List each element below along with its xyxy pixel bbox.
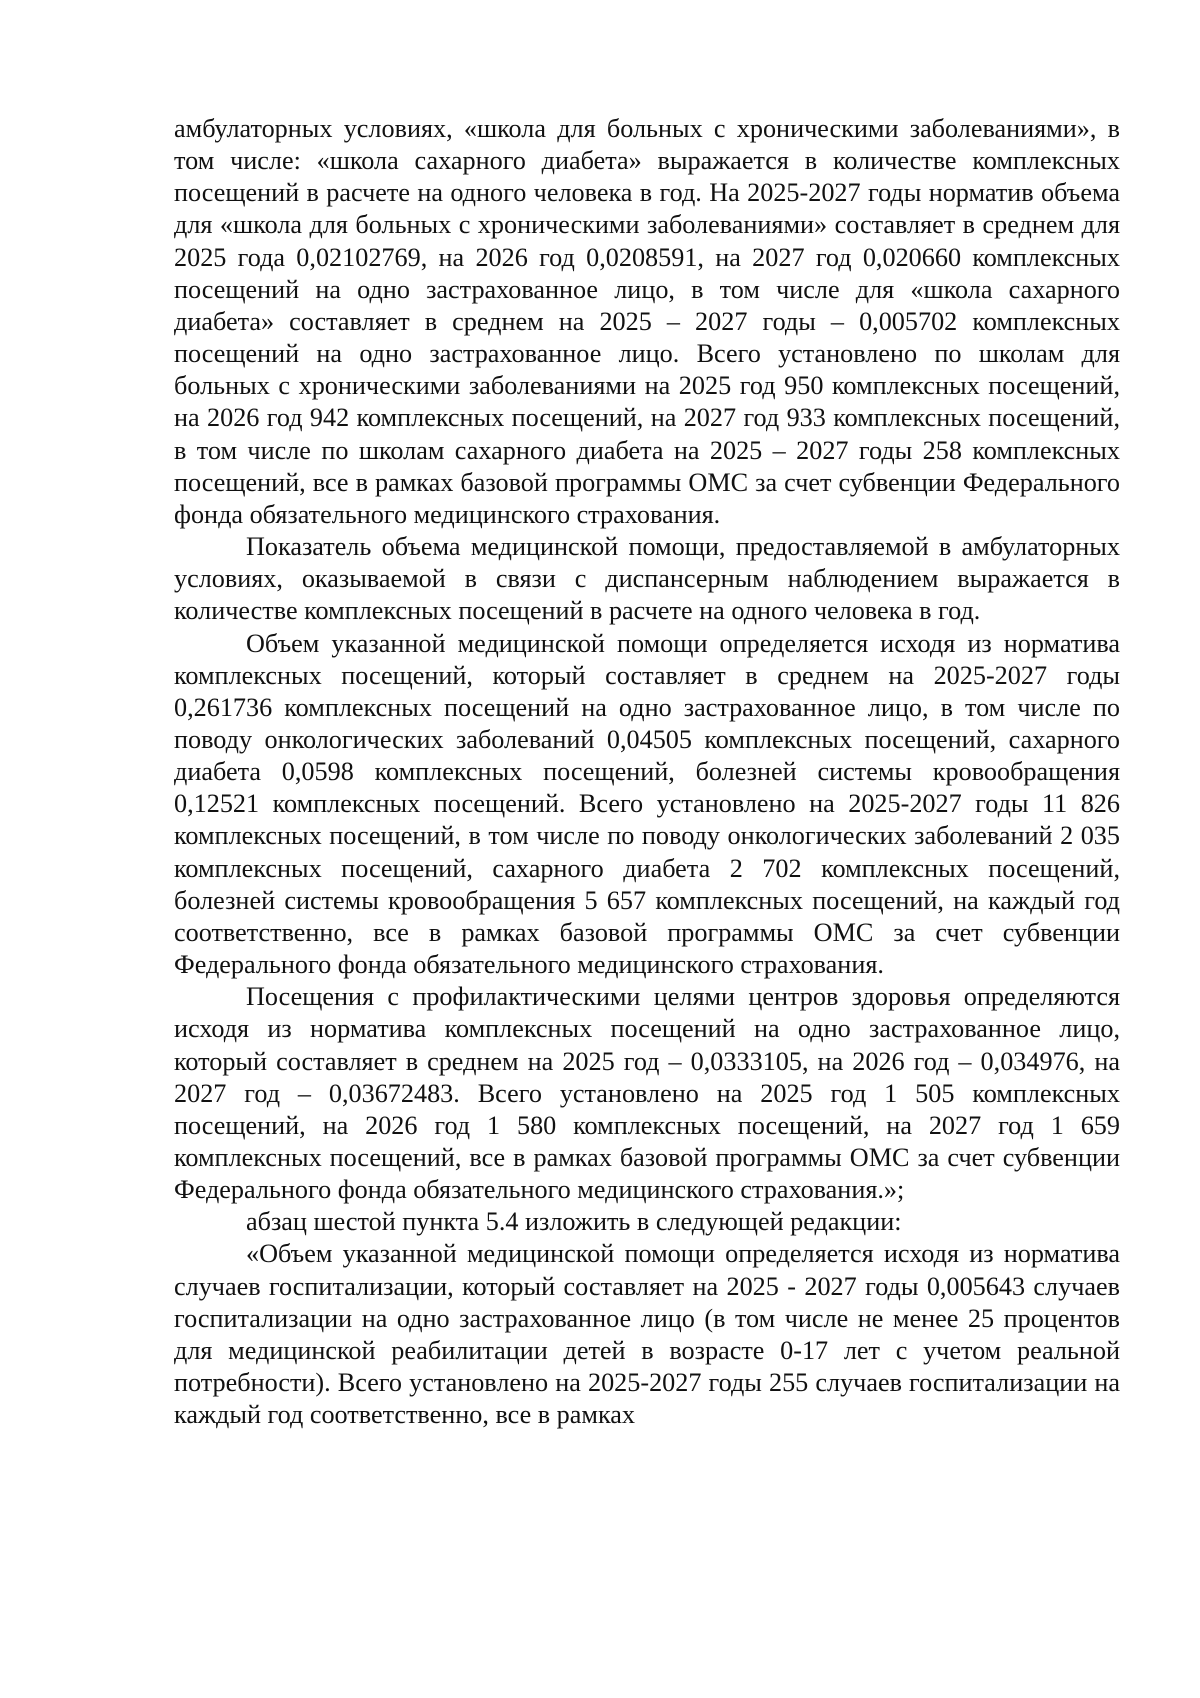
paragraph-hospitalization-volume: «Объем указанной медицинской помощи определяется исходя из норматива случаев госпитализации, который составляет на 2025 - 2027 годы 0,005643 случаев госпитализации на одно застрахованное лицо (в том числе не менее 25 процентов для медицинской реабилитации детей в возрасте 0-17 лет с учетом реальной потребности). Всего установлено на 2025-2027 годы 255 случаев госпитализации на каждый год соответственно, все в рамках — [174, 1239, 1120, 1430]
paragraph-health-centers: Посещения с профилактическими целями центров здоровья определяются исходя из норматива комплексных посещений на одно застрахованное лицо, который составляет в среднем на 2025 год – 0,0333105, на 2026 год – 0,034976, на 2027 год – 0,03672483. Всего установлено на 2025 год 1 505 комплексных посещений, на 2026 год 1 580 комплексных посещений, на 2027 год 1 659 комплексных посещений, все в рамках базовой программы ОМС за счет субвенции Федерального фонда обязательного медицинского страхования.»; — [174, 982, 1120, 1205]
document-body — [174, 113, 1120, 1431]
paragraph-dispensary-indicator: Показатель объема медицинской помощи, предоставляемой в амбулаторных условиях, оказываемой в связи с диспансерным наблюдением выражается в количестве комплексных посещений в расчете на одного человека в год. — [174, 532, 1120, 626]
paragraph-amendment-instruction: абзац шестой пункта 5.4 изложить в следующей редакции: — [246, 1207, 902, 1237]
paragraph-dispensary-volume: Объем указанной медицинской помощи определяется исходя из норматива комплексных посещений, который составляет в среднем на 2025-2027 годы 0,261736 комплексных посещений на одно застрахованное лицо, в том числе по поводу онкологических заболеваний 0,04505 комплексных посещений, сахарного диабета 0,0598 комплексных посещений, болезней системы кровообращения 0,12521 комплексных посещений. Всего установлено на 2025-2027 годы 11 826 комплексных посещений, в том числе по поводу онкологических заболеваний 2 035 комплексных посещений, сахарного диабета 2 702 комплексных посещений, болезней системы кровообращения 5 657 комплексных посещений, на каждый год соответственно, все в рамках базовой программы ОМС за счет субвенции Федерального фонда обязательного медицинского страхования. — [174, 628, 1120, 980]
paragraph-schools-continuation: амбулаторных условиях, «школа для больных с хроническими заболеваниями», в том числе: «школа сахарного диабета» выражается в количестве комплексных посещений в расчете на одного человека в год. На 2025-2027 годы норматив объема для «школа для больных с хроническими заболеваниями» составляет в среднем для 2025 года 0,02102769, на 2026 год 0,0208591, на 2027 год 0,020660 комплексных посещений на одно застрахованное лицо, в том числе для «школа сахарного диабета» составляет в среднем на 2025 – 2027 годы – 0,005702 комплексных посещений на одно застрахованное лицо. Всего установлено по школам для больных с хроническими заболеваниями на 2025 год 950 комплексных посещений, на 2026 год 942 комплексных посещений, на 2027 год 933 комплексных посещений, в том числе по школам сахарного диабета на 2025 – 2027 годы 258 комплексных посещений, все в рамках базовой программы ОМС за счет субвенции Федерального фонда обязательного медицинского страхования. — [174, 114, 1120, 529]
